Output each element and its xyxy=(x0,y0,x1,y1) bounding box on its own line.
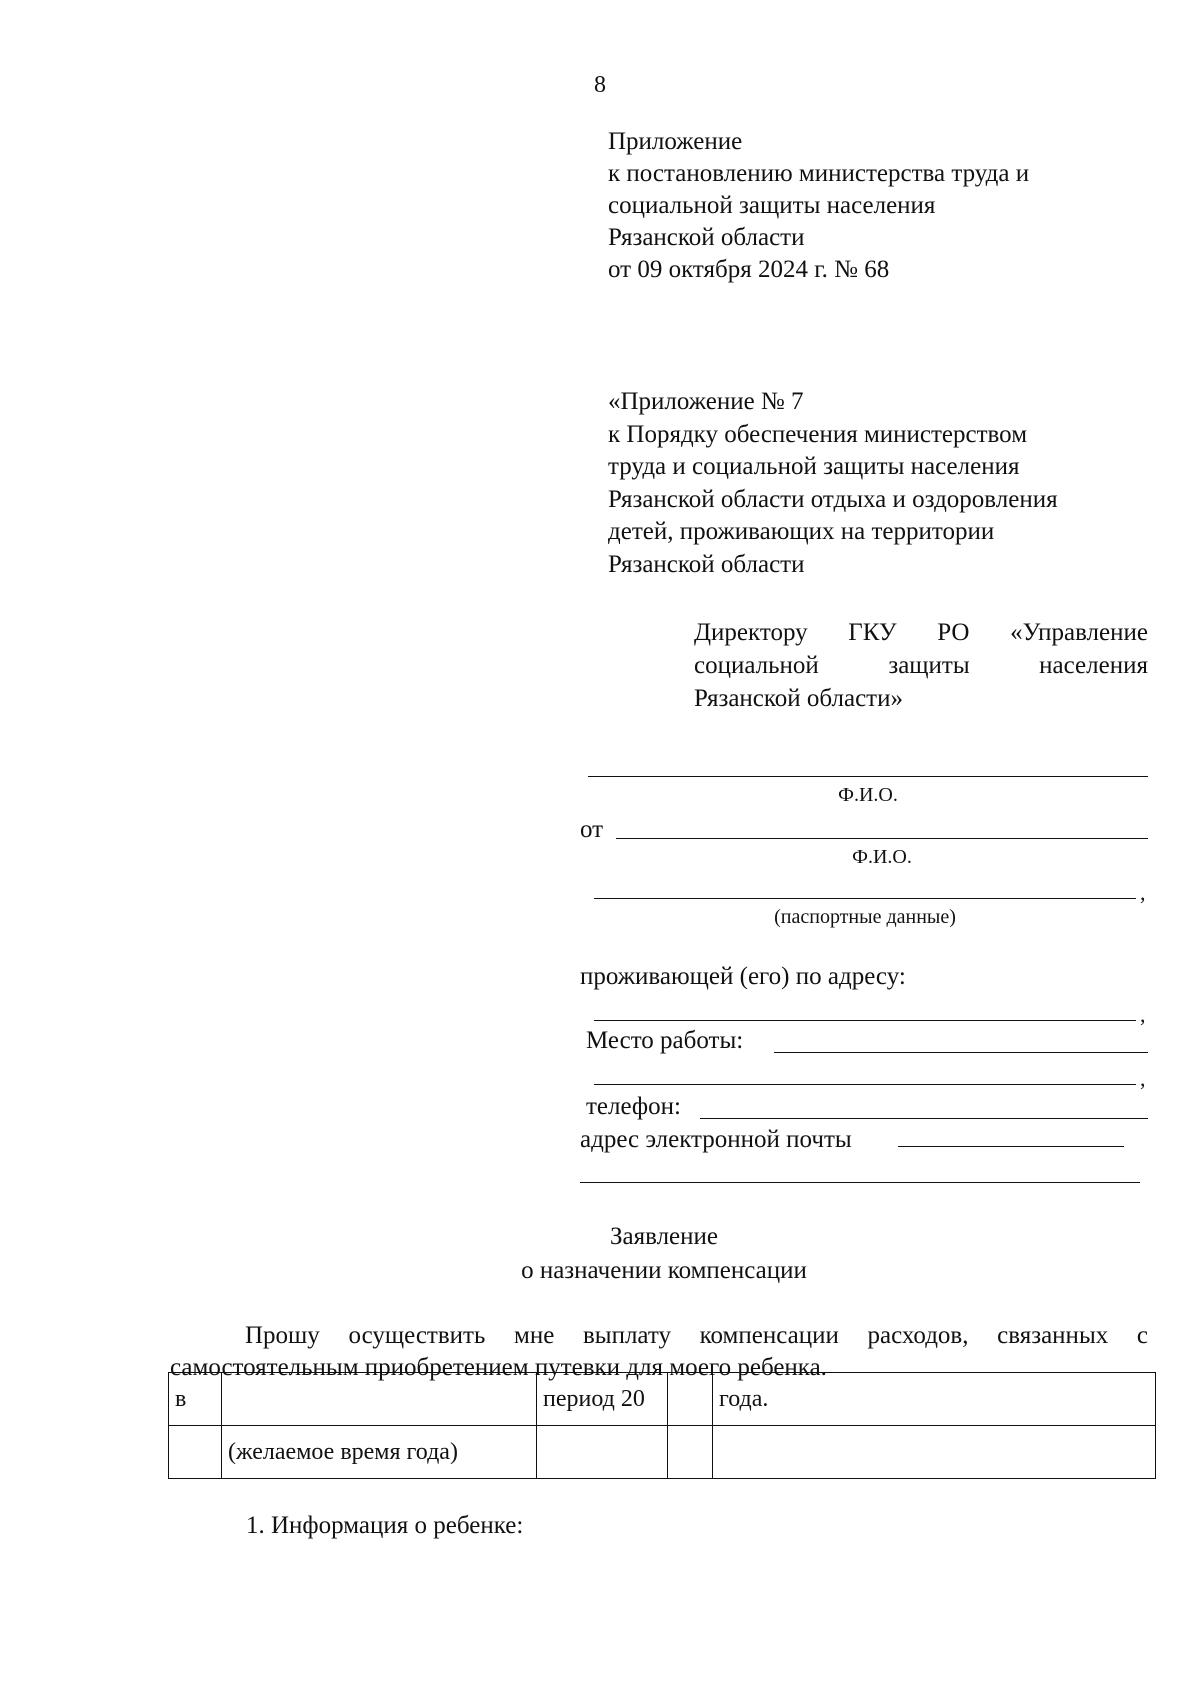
addressee xyxy=(694,616,1148,715)
table-cell: в xyxy=(169,1373,222,1426)
appendix-line: труда и социальной защиты населения xyxy=(608,453,1020,480)
season-caption-cell: (желаемое время года) xyxy=(222,1426,537,1479)
word: социальной xyxy=(694,652,819,679)
word: населения xyxy=(1039,652,1148,679)
section-child-info: 1. Информация о ребенке: xyxy=(246,1512,524,1539)
from-label: от xyxy=(580,816,604,843)
fio-caption: Ф.И.О. xyxy=(838,784,898,806)
appendix-line: Рязанской области xyxy=(608,550,805,578)
comma: , xyxy=(1140,880,1146,905)
table-cell: период 20 xyxy=(537,1373,668,1426)
statement-subtitle: о назначении компенсации xyxy=(521,1257,807,1284)
table-cell: года. xyxy=(713,1373,1156,1426)
table-cell xyxy=(668,1426,713,1479)
applicant-name-field[interactable] xyxy=(616,838,1148,839)
work-field[interactable] xyxy=(774,1052,1148,1053)
address-field[interactable] xyxy=(594,1020,1136,1021)
word: «Управление xyxy=(1010,619,1148,646)
statement-title: Заявление xyxy=(609,1223,719,1250)
table-cell xyxy=(713,1426,1156,1479)
phone-label: телефон: xyxy=(586,1093,681,1120)
word: Директору xyxy=(694,619,808,646)
appendix-line: к постановлению министерства труда и xyxy=(608,160,1030,187)
email-field-continued[interactable] xyxy=(580,1182,1140,1183)
word: ГКУ xyxy=(848,619,897,646)
email-field[interactable] xyxy=(898,1146,1124,1147)
passport-field[interactable] xyxy=(594,898,1136,899)
phone-field[interactable] xyxy=(700,1118,1148,1119)
fio-caption: Ф.И.О. xyxy=(852,846,912,868)
appendix-line: Приложение xyxy=(608,128,743,155)
work-label: Место работы: xyxy=(586,1027,744,1054)
appendix-line: Рязанской области xyxy=(608,224,805,251)
table-row xyxy=(169,1373,1156,1426)
table-cell xyxy=(537,1426,668,1479)
comma: , xyxy=(1140,1002,1146,1027)
season-input-cell[interactable] xyxy=(222,1373,537,1426)
passport-caption: (паспортные данные) xyxy=(774,906,956,928)
residing-label: проживающей (его) по адресу: xyxy=(580,963,906,990)
addressee-line-1 xyxy=(694,616,1148,649)
appendix-line: Рязанской области отдыха и оздоровления xyxy=(608,485,1058,513)
appendix-line: от 09 октября 2024 г. № 68 xyxy=(608,256,890,283)
addressee-line-2 xyxy=(694,649,1148,682)
addressee-line-3: Рязанской области» xyxy=(694,685,903,712)
director-name-field[interactable] xyxy=(588,776,1148,777)
appendix-line: социальной защиты населения xyxy=(608,192,936,219)
appendix-line: к Порядку обеспечения министерством xyxy=(608,420,1028,448)
table-row xyxy=(169,1426,1156,1479)
appendix-7-header xyxy=(608,386,1058,581)
period-table xyxy=(168,1372,1156,1479)
email-label: адрес электронной почты xyxy=(580,1126,852,1153)
appendix-line: детей, проживающих на территории xyxy=(608,518,995,545)
word: защиты xyxy=(888,652,970,679)
appendix-line: «Приложение № 7 xyxy=(608,388,804,415)
appendix-header xyxy=(608,126,1029,286)
paragraph-line: самостоятельным приобретением путевки для моего ребенка. xyxy=(170,1354,827,1381)
word: РО xyxy=(937,619,970,646)
paragraph-line: Прошу осуществить мне выплату компенсации расходов, связанных с xyxy=(245,1322,1148,1349)
comma: , xyxy=(1140,1066,1146,1091)
work-field-continued[interactable] xyxy=(594,1084,1136,1085)
year-input-cell[interactable] xyxy=(668,1373,713,1426)
page-number: 8 xyxy=(594,72,606,98)
table-cell xyxy=(169,1426,222,1479)
